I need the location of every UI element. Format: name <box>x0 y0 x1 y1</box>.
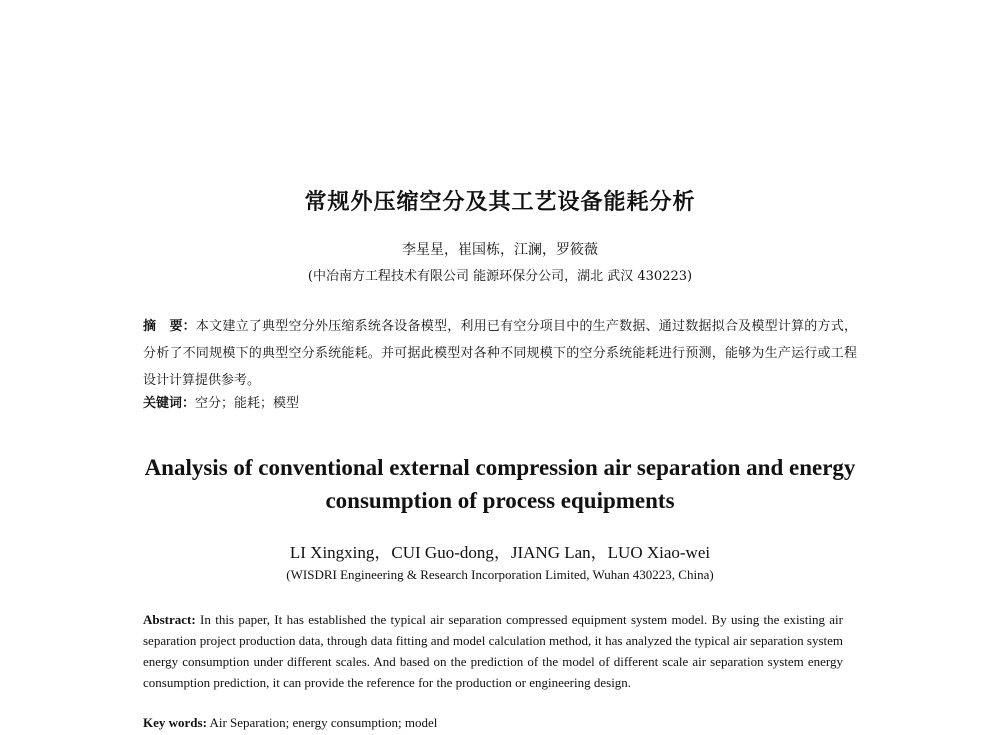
english-keywords-label: Key words: <box>143 715 207 730</box>
english-keywords-text: Air Separation; energy consumption; model <box>206 715 438 730</box>
chinese-keywords <box>143 394 857 414</box>
english-abstract-label: Abstract: <box>143 612 196 627</box>
chinese-abstract-label: 摘 要： <box>143 319 196 334</box>
chinese-authors: 李星星，崔国栋，江澜，罗筱薇 <box>402 242 598 258</box>
chinese-affiliation: (中冶南方工程技术有限公司 能源环保分公司，湖北 武汉 430223) <box>307 269 693 284</box>
chinese-keywords-text: 空分；能耗；模型 <box>195 396 300 411</box>
english-keywords <box>143 713 843 733</box>
chinese-keywords-label: 关键词： <box>143 396 196 411</box>
english-affiliation: (WISDRI Engineering & Research Incorporation Limited, Wuhan 430223, China) <box>286 567 714 582</box>
chinese-abstract <box>143 313 857 394</box>
chinese-title: 常规外压缩空分及其工艺设备能耗分析 <box>304 190 696 215</box>
english-abstract <box>143 609 843 693</box>
english-title: Analysis of conventional external compression air separation and energy consumption of process equipments <box>144 455 856 513</box>
chinese-abstract-text: 本文建立了典型空分外压缩系统各设备模型，利用已有空分项目中的生产数据、通过数据拟合及模型计算的方式，分析了不同规模下的典型空分系统能耗。并可据此模型对各种不同规模下的空分系统能耗进行预测，能够为生产运行或工程设计计算提供参考。 <box>143 319 857 388</box>
english-authors: LI Xingxing，CUI Guo-dong，JIANG Lan，LUO Xiao-wei <box>289 543 711 562</box>
english-abstract-text: In this paper, It has established the typical air separation compressed equipment system model. By using the existing air separation project production data, through data fitting and model calculation method, it has analyzed the typical air separation system energy consumption under different scales. And based on the prediction of the model of different scale air separation system energy consumption prediction, it can provide the reference for the production or engineering design. <box>143 612 843 690</box>
